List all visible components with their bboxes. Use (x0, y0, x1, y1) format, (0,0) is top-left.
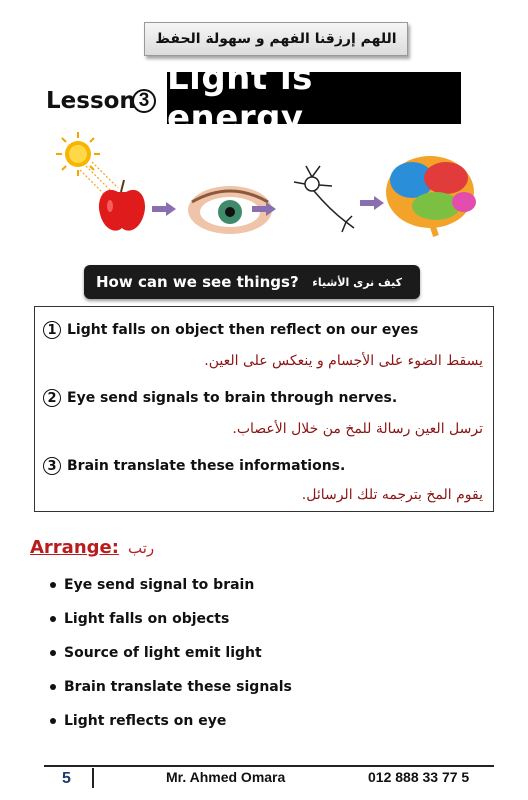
facts-box (34, 306, 494, 512)
prayer-text: اللهم إرزقنا الفهم و سهولة الحفظ (155, 31, 397, 47)
list-item-text: Eye send signal to brain (64, 577, 255, 593)
bullet-icon (50, 650, 56, 656)
list-item-text: Brain translate these signals (64, 679, 292, 695)
list-item (50, 713, 226, 729)
question-english: How can we see things? (96, 273, 299, 291)
fact-english (43, 321, 418, 339)
fact-number: 1 (43, 321, 61, 339)
fact-arabic: ترسل العين رسالة للمخ من خلال الأعصاب. (232, 421, 483, 437)
page-number: 5 (62, 770, 71, 787)
footer-divider (44, 765, 494, 767)
brain-icon (386, 156, 476, 236)
bullet-icon (50, 718, 56, 724)
bullet-icon (50, 684, 56, 690)
prayer-banner (144, 22, 408, 56)
lesson-title (167, 58, 461, 138)
fact-english (43, 457, 345, 475)
question-arabic: كيف نرى الأشياء (312, 275, 402, 289)
list-item (50, 645, 262, 661)
lesson-label: Lesson (46, 88, 136, 114)
question-banner (84, 265, 420, 299)
vision-process-illustration (40, 130, 490, 240)
fact-number: 2 (43, 389, 61, 407)
footer-separator (92, 768, 94, 788)
sun-icon (56, 132, 118, 194)
bullet-icon (50, 582, 56, 588)
author-name: Mr. Ahmed Omara (166, 769, 286, 785)
bullet-icon (50, 616, 56, 622)
list-item (50, 611, 229, 627)
neuron-icon (294, 166, 354, 232)
fact-text: Eye send signals to brain through nerves. (67, 390, 398, 406)
list-item-text: Light falls on objects (64, 611, 230, 627)
fact-arabic: يسقط الضوء على الأجسام و ينعكس على العين. (204, 353, 483, 369)
apple-icon (99, 180, 145, 231)
list-item-text: Source of light emit light (64, 645, 262, 661)
fact-text: Brain translate these informations. (67, 458, 346, 474)
lesson-number: 3 (132, 89, 156, 113)
arrange-heading: Arrange: (30, 537, 119, 558)
fact-text: Light falls on object then reflect on our eyes (67, 322, 419, 338)
list-item (50, 577, 254, 593)
phone-number: 012 888 33 77 5 (368, 769, 470, 785)
lesson-title-text: Light is energy (167, 58, 313, 138)
arrow-icon (152, 202, 176, 216)
arrange-heading-arabic: رتب (128, 539, 155, 557)
fact-english (43, 389, 397, 407)
arrow-icon (360, 196, 384, 210)
fact-arabic: يقوم المخ بترجمه تلك الرسائل. (301, 487, 483, 503)
list-item (50, 679, 292, 695)
fact-number: 3 (43, 457, 61, 475)
list-item-text: Light reflects on eye (64, 713, 227, 729)
